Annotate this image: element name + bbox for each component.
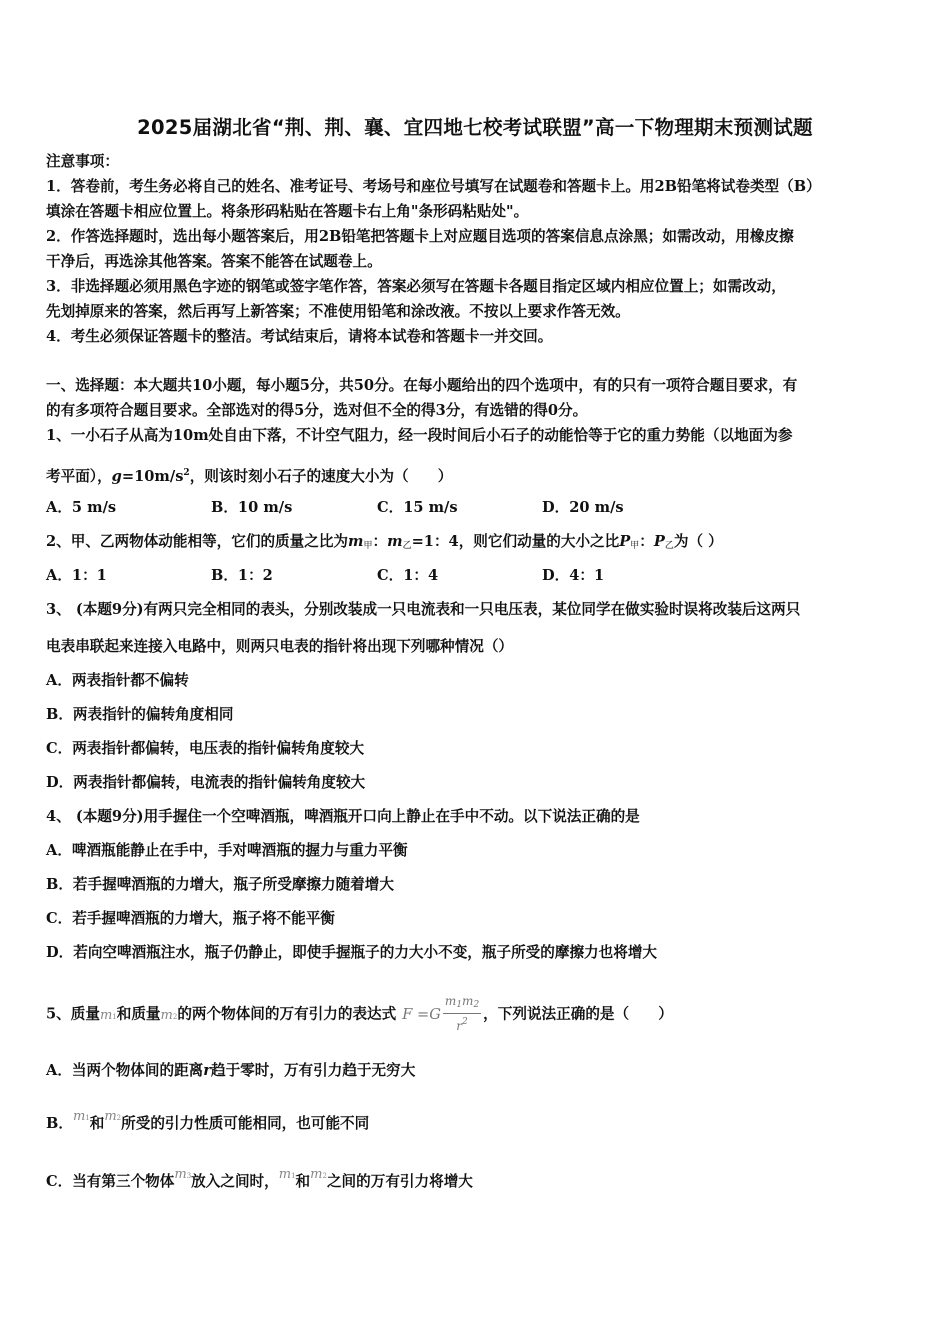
notice-line: 填涂在答题卡相应位置上。将条形码粘贴在答题卡右上角"条形码粘贴处"。 [46, 203, 529, 220]
question-2-option-a[interactable]: A．1：1 [46, 567, 107, 584]
notice-line: 1．答卷前，考生务必将自己的姓名、准考证号、考场号和座位号填写在试题卷和答题卡上。用2B铅笔将试卷类型（B） [46, 178, 821, 195]
question-1-option-d[interactable]: D．20 m/s [542, 499, 624, 516]
question-4-option-c[interactable]: C．若手握啤酒瓶的力增大，瓶子将不能平衡 [46, 910, 335, 927]
question-2-option-d[interactable]: D．4：1 [542, 567, 605, 584]
question-2-option-b[interactable]: B．1：2 [211, 567, 273, 584]
question-3-option-d[interactable]: D．两表指针都偏转，电流表的指针偏转角度较大 [46, 774, 366, 791]
notice-line: 4．考生必须保证答题卡的整洁。考试结束后，请将本试卷和答题卡一并交回。 [46, 328, 553, 345]
question-3-text: 3、 (本题9分)有两只完全相同的表头，分别改装成一只电流表和一只电压表，某位同学在做实验时误将改装后这两只 [46, 601, 801, 618]
question-1-text: 考平面），$g=10m/s^2$，则该时刻小石子的速度大小为（ ） [46, 468, 453, 485]
question-3-option-a[interactable]: A．两表指针都不偏转 [46, 672, 189, 689]
notice-line: 3．非选择题必须用黑色字迹的钢笔或签字笔作答，答案必须写在答题卡各题目指定区域内相应位置上；如需改动， [46, 278, 786, 295]
question-3-option-c[interactable]: C．两表指针都偏转，电压表的指针偏转角度较大 [46, 740, 365, 757]
question-5-option-a[interactable]: A．当两个物体间的距离r趋于零时，万有引力趋于无穷大 [46, 1062, 416, 1079]
question-3-text: 电表串联起来连接入电路中，则两只电表的指针将出现下列哪种情况（） [46, 638, 514, 655]
m2-symbol: m2 [160, 1007, 178, 1023]
notice-line: 先划掉原来的答案，然后再写上新答案；不准使用铅笔和涂改液。不按以上要求作答无效。 [46, 303, 630, 320]
question-4-option-d[interactable]: D．若向空啤酒瓶注水，瓶子仍静止，即使手握瓶子的力大小不变，瓶子所受的摩擦力也将增大 [46, 944, 658, 961]
question-1-option-c[interactable]: C．15 m/s [377, 499, 458, 516]
question-2-text: 2、甲、乙两物体动能相等，它们的质量之比为$m_甲$：$m_乙=1$：4，则它们动量的大小之比$P_甲$：$P_乙$为（ ） [46, 533, 723, 551]
question-1-option-b[interactable]: B．10 m/s [211, 499, 293, 516]
m1-symbol: m1 [99, 1007, 117, 1023]
page-title: 2025届湖北省“荆、荆、襄、宜四地七校考试联盟”高一下物理期末预测试题 [137, 116, 813, 139]
section-instructions: 一、选择题：本大题共10小题，每小题5分，共50分。在每小题给出的四个选项中，有的只有一项符合题目要求，有 [46, 377, 798, 394]
question-1-option-a[interactable]: A．5 m/s [46, 499, 117, 516]
question-2-option-c[interactable]: C．1：4 [377, 567, 439, 584]
question-5-option-c[interactable]: C．当有第三个物体m3放入之间时，m1和m2之间的万有引力将增大 [46, 1167, 473, 1190]
question-3-option-b[interactable]: B．两表指针的偏转角度相同 [46, 706, 234, 723]
section-instructions: 的有多项符合题目要求。全部选对的得5分，选对但不全的得3分，有选错的得0分。 [46, 402, 588, 419]
notice-line: 干净后，再选涂其他答案。答案不能答在试题卷上。 [46, 253, 382, 270]
question-1-text: 1、一小石子从高为10m处自由下落，不计空气阻力，经一段时间后小石子的动能恰等于它的重力势能（以地面为参 [46, 427, 793, 444]
notice-heading: 注意事项： [46, 153, 119, 170]
question-4-text: 4、 (本题9分)用手握住一个空啤酒瓶，啤酒瓶开口向上静止在手中不动。以下说法正确的是 [46, 808, 640, 825]
question-4-option-b[interactable]: B．若手握啤酒瓶的力增大，瓶子所受摩擦力随着增大 [46, 876, 394, 893]
question-5-option-b[interactable]: B．m1和m2所受的引力性质可能相同，也可能不同 [46, 1109, 370, 1132]
question-5-text: 5、质量m1和质量m2的两个物体间的万有引力的表达式 F =G $\frac{m_1m_2}{r^2}$ ，下列说法正确的是（ ） [46, 994, 673, 1033]
gravitation-formula: F =G $\frac{m_1m_2}{r^2}$ [402, 994, 480, 1033]
question-4-option-a[interactable]: A．啤酒瓶能静止在手中，手对啤酒瓶的握力与重力平衡 [46, 842, 408, 859]
notice-line: 2．作答选择题时，选出每小题答案后，用2B铅笔把答题卡上对应题目选项的答案信息点涂黑；如需改动，用橡皮擦 [46, 228, 794, 245]
